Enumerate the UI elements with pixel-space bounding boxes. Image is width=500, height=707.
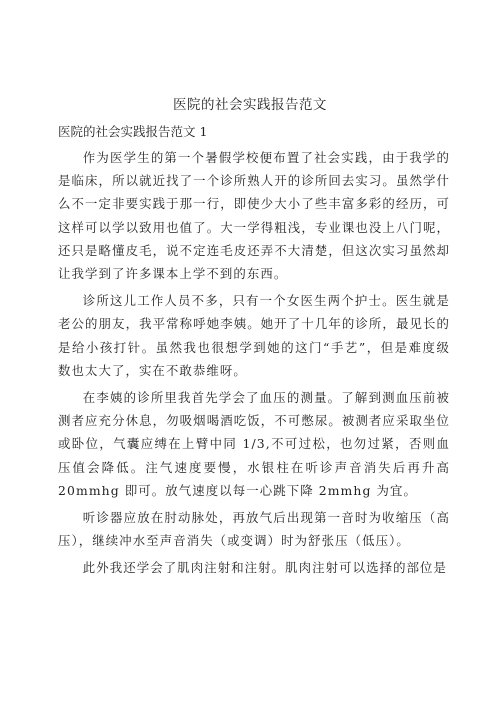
paragraph: 听诊器应放在肘动脉处，再放气后出现第一音时为收缩压（高压），继续冲水至声音消失（或变调）时为舒张压（低压）。: [58, 510, 450, 549]
document-body: [58, 146, 450, 584]
paragraph: 在李姨的诊所里我首先学会了血压的测量。了解到测血压前被测者应充分休息，勿吸烟喝酒吃饭，不可憋尿。被测者应采取坐位或卧位，气囊应缚在上臂中同 1/3,不可过松，也勿过紧，否则血压值会降低。注气速度要慢，水银柱在听诊声音消失后再升高 20mmhg 即可。放气速度以每一心跳下降 2mmhg 为宜。: [58, 390, 450, 498]
document-title: 医院的社会实践报告范文: [173, 97, 327, 113]
paragraph: 此外我还学会了肌肉注射和注射。肌肉注射可以选择的部位是: [82, 560, 448, 576]
document-subtitle: 医院的社会实践报告范文 1: [58, 124, 208, 139]
paragraph: 诊所这儿工作人员不多，只有一个女医生两个护士。医生就是老公的朋友，我平常称呼她李姨。她开了十几年的诊所，最见长的是给小孩打针。虽然我也很想学到她的这门“手艺”，但是难度级数也太大了，实在不敢恭维呀。: [58, 293, 450, 378]
paragraph: 作为医学生的第一个暑假学校便布置了社会实践，由于我学的是临床，所以就近找了一个诊所熟人开的诊所回去实习。虽然学什么不一定非要实践于那一行，即使少大小了些丰富多彩的经历，可这样可以学以致用也值了。大一学得粗浅，专业课也没上八门呢，还只是略懂皮毛，说不定连毛皮还弄不大清楚，但这次实习虽然却让我学到了许多课本上学不到的东西。: [58, 150, 450, 282]
